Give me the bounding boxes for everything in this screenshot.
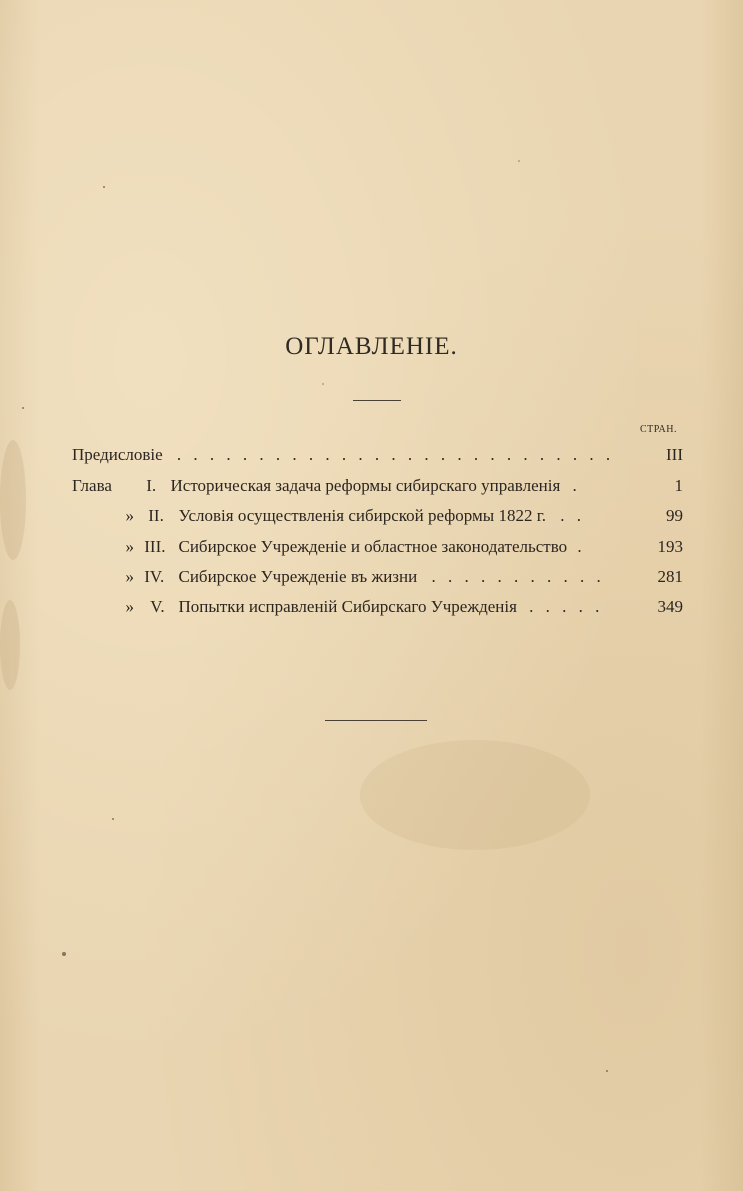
toc-entry-title: Сибирское Учрежденіе и областное законодательство — [178, 537, 568, 556]
paper-speck — [22, 407, 24, 409]
paper-speck — [112, 818, 114, 820]
paper-speck — [103, 186, 105, 188]
closing-rule — [325, 720, 427, 721]
toc-entry — [72, 443, 683, 467]
page-column-label: СТРАН. — [640, 424, 678, 435]
toc-entry-title: Попытки исправленій Сибирскаго Учрежденія — [178, 597, 517, 616]
toc-entry-page: 99 — [666, 506, 683, 525]
toc-entry — [72, 474, 683, 498]
toc-entry-title: Условія осуществленія сибирской реформы 1822 г. — [178, 506, 547, 525]
toc-dot-leader: . — [577, 537, 586, 556]
toc-entry-page: 193 — [657, 537, 683, 556]
toc-chapter-number: IV. — [144, 567, 165, 586]
toc-dot-leader: . . . . . . . . . . . . . . . . . . . . . . . . . . . — [176, 445, 615, 464]
toc-chapter-number: I. — [146, 476, 157, 495]
toc-entry — [72, 535, 683, 559]
toc-entry-prefix: » — [125, 537, 134, 556]
toc-chapter-number: V. — [150, 597, 165, 616]
toc-chapter-number: II. — [148, 506, 164, 525]
toc-entry-title: Историческая задача реформы сибирскаго управленія — [170, 476, 561, 495]
toc-dot-leader: . . — [560, 506, 586, 525]
heading-rule — [353, 400, 401, 401]
toc-entry-page: 281 — [657, 567, 683, 586]
toc-entry-title: Сибирское Учрежденіе въ жизни — [178, 567, 418, 586]
toc-entry-page: 1 — [674, 476, 683, 495]
paper-stain — [0, 600, 20, 690]
paper-stain — [360, 740, 590, 850]
paper-speck — [322, 383, 324, 385]
contents-heading: ОГЛАВЛЕНІЕ. — [285, 333, 458, 360]
toc-entry-prefix: » — [125, 597, 134, 616]
toc-entry-page: 349 — [657, 597, 683, 616]
toc-entry-prefix: » — [125, 506, 134, 525]
toc-entry-title: Предисловіе — [72, 445, 163, 464]
toc-entry-page: III — [666, 445, 683, 464]
toc-entry-prefix: Глава — [72, 476, 112, 495]
toc-entry-prefix: » — [125, 567, 134, 586]
paper-speck — [62, 952, 66, 956]
toc-chapter-number: III. — [144, 537, 166, 556]
paper-speck — [606, 1070, 608, 1072]
toc-entry — [72, 504, 683, 528]
toc-entry — [72, 595, 683, 619]
toc-dot-leader: . . . . . . . . . . . — [431, 567, 605, 586]
paper-speck — [518, 160, 520, 162]
paper-stain — [0, 440, 26, 560]
toc-entry — [72, 565, 683, 589]
toc-dot-leader: . — [572, 476, 581, 495]
toc-dot-leader: . . . . . — [529, 597, 604, 616]
